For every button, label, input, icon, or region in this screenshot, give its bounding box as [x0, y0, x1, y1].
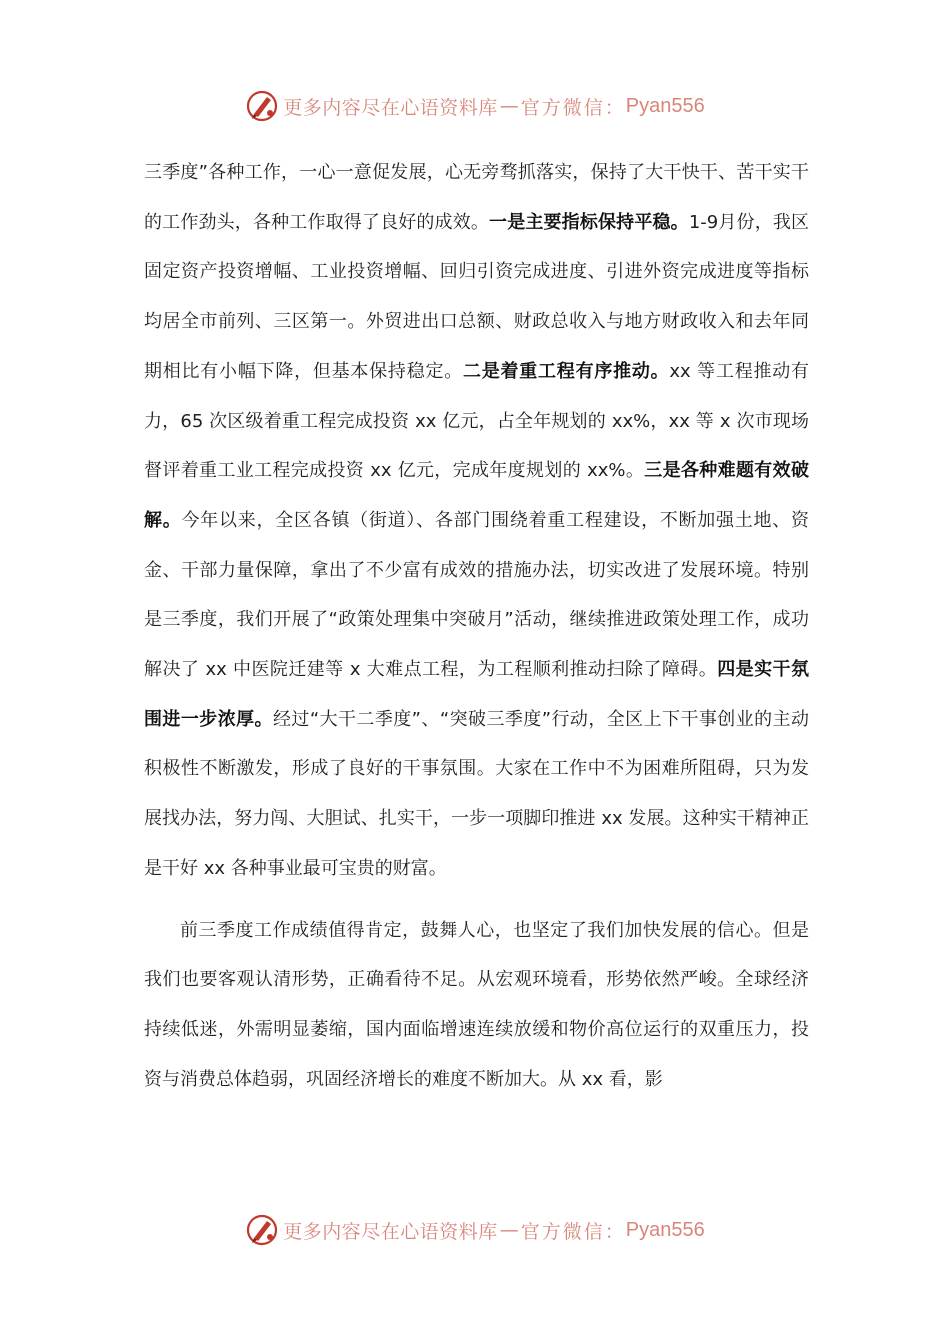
highlight-point-4: 四是实干氛围进一步浓厚。 — [144, 659, 809, 730]
watermark-brand: 更多内容尽在心语资料库 — [283, 96, 498, 119]
highlight-point-1: 一是主要指标保持平稳。 — [489, 211, 689, 233]
text-run: 1-9月份，我区固定资产投资增幅、工业投资增幅、回归引资完成进度、引进外资完成进度等指标均居全市前列、三区第一。外贸进出口总额、财政总收入与地方财政收入和去年同期相比有小幅下降，但基本保持稳定。 — [144, 211, 810, 382]
text-run: 今年以来，全区各镇（街道）、各部门围绕着重工程建设，不断加强土地、资金、干部力量保障，拿出了不少富有成效的措施办法，切实改进了发展环境。特别是三季度，我们开展了“政策处理集中突破月”活动，继续推进政策处理工作，成功解决了 xx 中医院迁建等 x 大难点工程，为工程顺利推动扫除了障碍。 — [144, 509, 810, 681]
pen-logo-icon — [245, 89, 279, 123]
document-body — [144, 148, 809, 1104]
text-run: xx 等工程推动有力，65 次区级着重工程完成投资 xx 亿元，占全年规划的 xx%，xx 等 x 次市现场督评着重工业工程完成投资 xx 亿元，完成年度规划的 xx%。 — [144, 360, 809, 482]
watermark-official-wechat: 官方微信： — [520, 1220, 626, 1243]
watermark-wechat-id: Pyan556 — [625, 94, 705, 117]
highlight-point-2: 二是着重工程有序推动。 — [462, 360, 670, 382]
header-watermark — [0, 86, 950, 126]
highlight-point-3: 三是各种难题有效破解。 — [144, 460, 809, 531]
watermark-dash: — — [499, 95, 519, 117]
text-run: 三季度”各种工作，一心一意促发展，心无旁骛抓落实，保持了大干快干、苦干实干的工作劲头，各种工作取得了良好的成效。 — [144, 162, 809, 233]
footer-watermark — [0, 1210, 950, 1250]
watermark-brand: 更多内容尽在心语资料库 — [283, 1220, 498, 1243]
paragraph-achievements — [144, 148, 809, 894]
text-run: 经过“大干二季度”、“突破三季度”行动，全区上下干事创业的主动积极性不断激发，形成了良好的干事氛围。大家在工作中不为困难所阻碍，只为发展找办法，努力闯、大胆试、扎实干，一步一项脚印推进 xx 发展。这种实干精神正是干好 xx 各种事业最可宝贵的财富。 — [144, 708, 809, 879]
watermark-wechat-id: Pyan556 — [625, 1218, 705, 1241]
watermark-official-wechat: 官方微信： — [520, 96, 626, 119]
paragraph-situation: 前三季度工作成绩值得肯定，鼓舞人心，也坚定了我们加快发展的信心。但是我们也要客观认清形势，正确看待不足。从宏观环境看，形势依然严峻。全球经济持续低迷，外需明显萎缩，国内面临增速连续放缓和物价高位运行的双重压力，投资与消费总体趋弱，巩固经济增长的难度不断加大。从 xx 看，影 — [144, 919, 809, 1090]
pen-logo-icon — [245, 1213, 279, 1247]
watermark-dash: — — [499, 1219, 519, 1241]
